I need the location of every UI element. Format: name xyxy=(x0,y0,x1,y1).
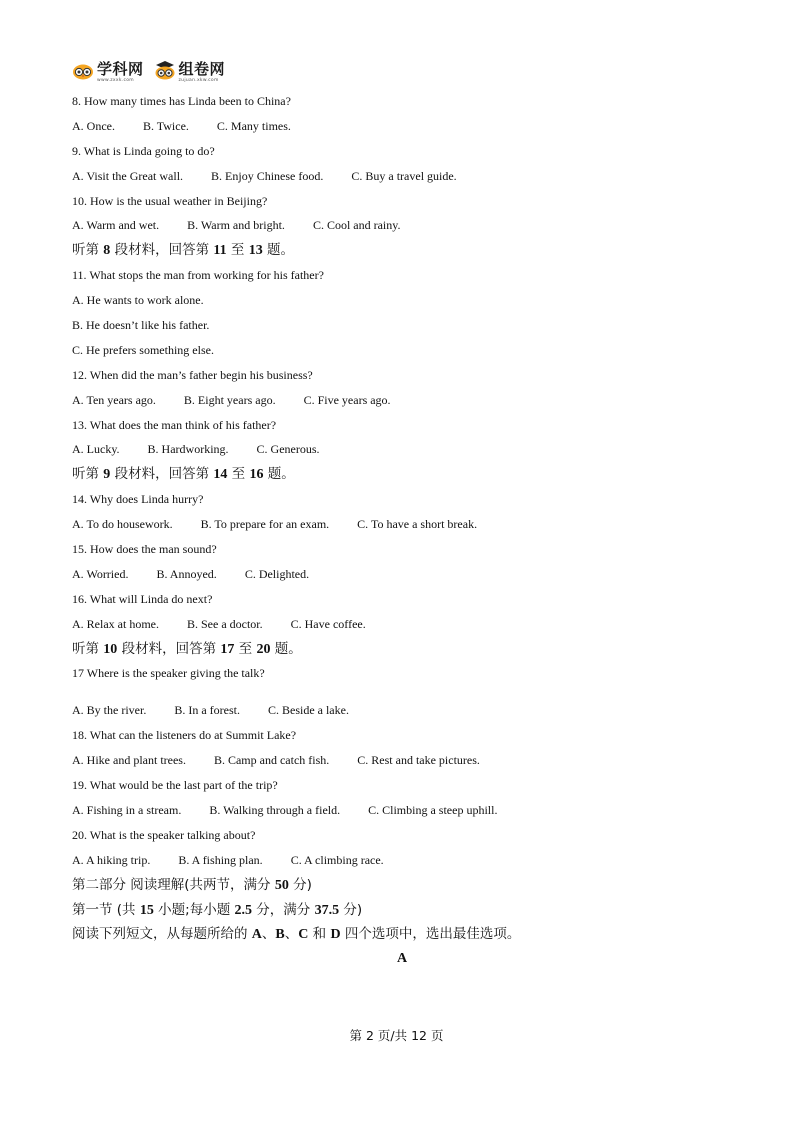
answer-option: A. Hike and plant trees. xyxy=(72,753,186,768)
answer-options-row xyxy=(72,164,732,189)
question-text: C. He prefers something else. xyxy=(72,342,214,357)
answer-option: C. Generous. xyxy=(256,442,320,457)
question-text: 8. How many times has Linda been to China? xyxy=(72,94,291,108)
question-text: 19. What would be the last part of the trip? xyxy=(72,778,278,793)
answer-option: C. To have a short break. xyxy=(357,517,478,532)
answer-option: B. Enjoy Chinese food. xyxy=(211,168,324,183)
answer-option: C. Beside a lake. xyxy=(267,703,349,718)
answer-option: A. Worried. xyxy=(72,566,129,581)
answer-option: A. Fishing in a stream. xyxy=(72,802,182,817)
logo-url: www.zxxk.com xyxy=(97,78,134,83)
answer-option: A. Relax at home. xyxy=(72,616,159,631)
answer-option: C. Cool and rainy. xyxy=(312,218,401,233)
question-text: 10. How is the usual weather in Beijing? xyxy=(72,193,268,208)
question-text: 20. What is the speaker talking about? xyxy=(72,827,256,842)
question-text: 13. What does the man think of his father? xyxy=(72,417,277,432)
question-text: 16. What will Linda do next? xyxy=(72,591,213,606)
answer-option: C. Buy a travel guide. xyxy=(351,168,457,183)
answer-options-row xyxy=(72,388,732,413)
answer-options-row xyxy=(72,612,732,637)
answer-options-row xyxy=(72,512,732,537)
part-heading: 第一节 (共 15 小题;每小题 2.5 分，满分 37.5 分) xyxy=(72,901,363,918)
question-text: A. He wants to work alone. xyxy=(72,293,204,308)
answer-option: B. In a forest. xyxy=(174,703,240,718)
answer-option: B. Twice. xyxy=(142,118,189,133)
section-heading: 听第 8 段材料，回答第 11 至 13 题。 xyxy=(72,242,295,259)
question-text: 11. What stops the man from working for his father? xyxy=(72,268,324,283)
logo-url: zujuan.xkw.com xyxy=(178,78,219,83)
answer-option: C. Climbing a steep uphill. xyxy=(368,802,498,817)
answer-options-row xyxy=(72,698,732,723)
graduate-owl-icon xyxy=(154,60,176,80)
answer-option: B. Eight years ago. xyxy=(183,392,276,407)
answer-option: A. To do housework. xyxy=(72,517,173,532)
answer-option: C. Rest and take pictures. xyxy=(357,753,480,768)
answer-option: B. See a doctor. xyxy=(186,616,263,631)
logo-zujuan xyxy=(154,60,226,83)
owl-mascot-icon xyxy=(72,60,94,80)
logo-name: 学科网 xyxy=(97,60,144,78)
answer-option: B. Walking through a field. xyxy=(209,802,341,817)
answer-option: A. By the river. xyxy=(72,703,147,718)
answer-option: B. Hardworking. xyxy=(147,442,229,457)
answer-option: A. Ten years ago. xyxy=(72,392,156,407)
question-text: 18. What can the listeners do at Summit Lake? xyxy=(72,728,297,743)
logo-zxxk xyxy=(72,60,144,83)
section-heading: 听第 9 段材料，回答第 14 至 16 题。 xyxy=(72,466,295,483)
question-text: 15. How does the man sound? xyxy=(72,542,217,557)
answer-options-row xyxy=(72,748,732,773)
question-text: 17 Where is the speaker giving the talk? xyxy=(72,666,265,681)
question-text: 9. What is Linda going to do? xyxy=(72,143,215,158)
answer-option: A. Lucky. xyxy=(72,442,120,457)
section-heading: 听第 10 段材料，回答第 17 至 20 题。 xyxy=(72,640,302,657)
answer-option: C. Five years ago. xyxy=(303,392,391,407)
answer-option: B. Annoyed. xyxy=(156,566,217,581)
part-heading: 第二部分 阅读理解(共两节，满分 50 分) xyxy=(72,876,312,893)
answer-option: C. Have coffee. xyxy=(290,616,366,631)
passage-label: A xyxy=(396,951,408,967)
answer-options-row xyxy=(72,213,732,238)
answer-option: A. A hiking trip. xyxy=(72,852,151,867)
answer-option: B. Warm and bright. xyxy=(187,218,285,233)
answer-options-row xyxy=(72,798,732,823)
answer-option: B. To prepare for an exam. xyxy=(200,517,330,532)
answer-option: C. Many times. xyxy=(216,118,291,133)
logo-name: 组卷网 xyxy=(178,60,226,78)
answer-option: C. A climbing race. xyxy=(290,852,384,867)
page-number: 第 2 页/共 12 页 xyxy=(349,1028,444,1043)
question-text: 14. Why does Linda hurry? xyxy=(72,492,204,507)
question-list xyxy=(72,89,732,972)
question-text: B. He doesn’t like his father. xyxy=(72,318,210,333)
question-text: 12. When did the man’s father begin his business? xyxy=(72,367,313,382)
answer-option: A. Once. xyxy=(72,118,115,133)
answer-options-row xyxy=(72,437,732,462)
answer-option: A. Warm and wet. xyxy=(72,218,160,233)
answer-option: C. Delighted. xyxy=(244,566,310,581)
header-logos xyxy=(72,60,225,83)
answer-options-row xyxy=(72,848,732,873)
part-heading: 阅读下列短文，从每题所给的 A、B、C 和 D 四个选项中，选出最佳选项。 xyxy=(72,926,521,943)
answer-option: A. Visit the Great wall. xyxy=(72,168,184,183)
answer-options-row xyxy=(72,114,732,139)
answer-options-row xyxy=(72,562,732,587)
answer-option: B. Camp and catch fish. xyxy=(213,753,330,768)
answer-option: B. A fishing plan. xyxy=(178,852,263,867)
